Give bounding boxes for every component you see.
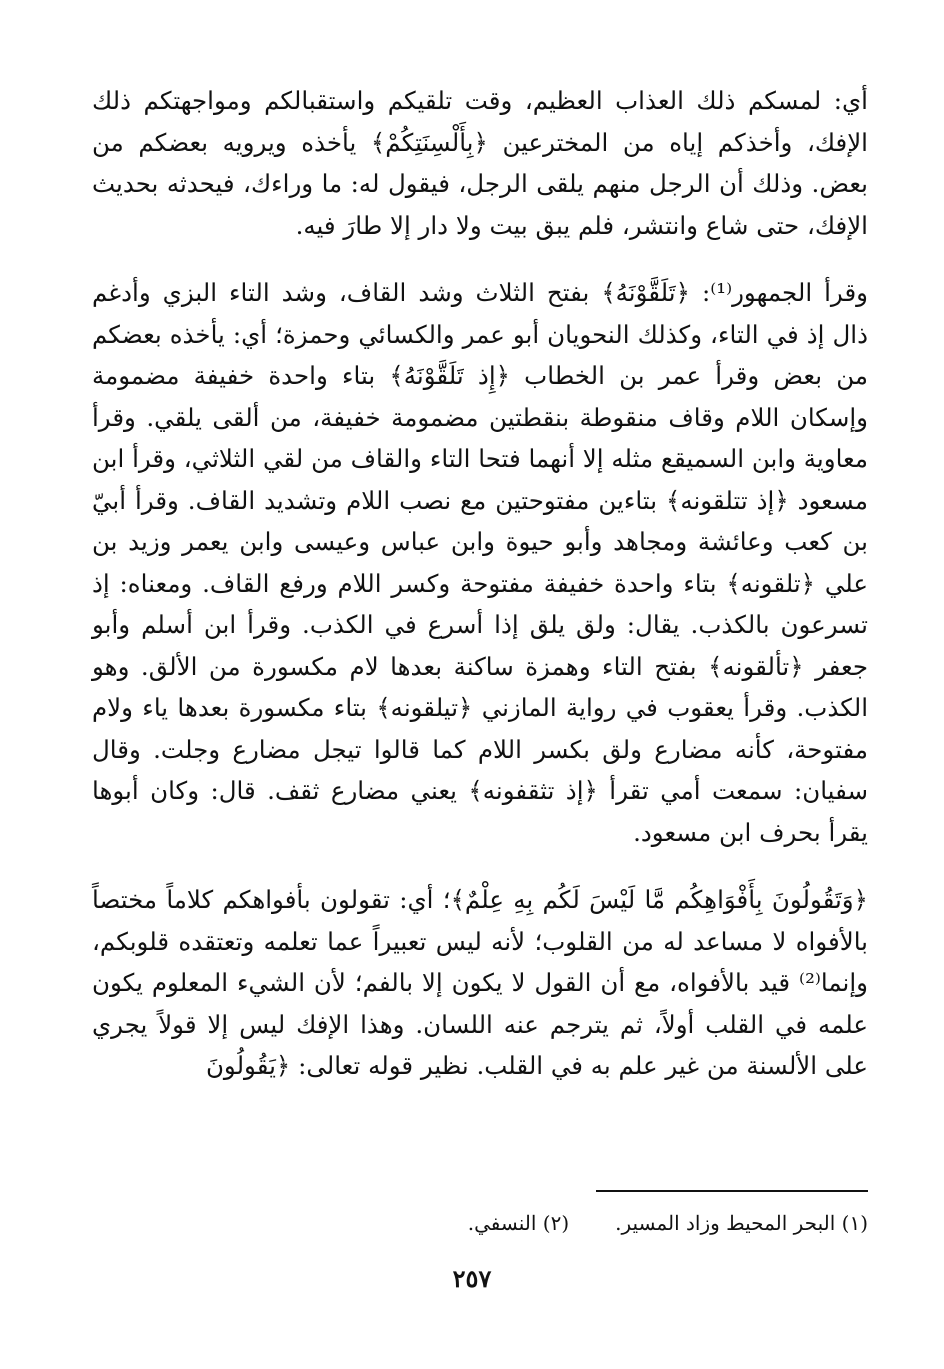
footnote-divider <box>596 1190 868 1192</box>
paragraph-2: وقرأ الجمهور⁽¹⁾: ﴿تَلَقَّوْنَهُ﴾ بفتح الثلاث وشد القاف، وشد التاء البزي وأدغم ذال إذ في التاء، وكذلك النحويان أبو عمر والكسائي وحمزة؛ أي: يأخذه بعضكم من بعض وقرأ عمر بن الخطاب ﴿إِذ تَلَقَّوْنَهُ﴾ بتاء واحدة خفيفة مضمومة وإسكان اللام وقاف منقوطة بنقطتين مضمومة خفيفة، من ألقى يلقي. وقرأ معاوية وابن السميقع مثله إلا أنهما فتحا التاء والقاف من لقي الثلاثي، وقرأ ابن مسعود ﴿إذ تتلقونه﴾ بتاءين مفتوحتين مع نصب اللام وتشديد القاف. وقرأ أبيّ بن كعب وعائشة ومجاهد وأبو حيوة وابن عباس وعيسى وابن يعمر وزيد بن علي ﴿تلقونه﴾ بتاء واحدة خفيفة مفتوحة وكسر اللام ورفع القاف. ومعناه: إذ تسرعون بالكذب. يقال: ولق يلق إذا أسرع في الكذب. وقرأ ابن أسلم وأبو جعفر ﴿تألقونه﴾ بفتح التاء وهمزة ساكنة بعدها لام مكسورة من الألق. وهو الكذب. وقرأ يعقوب في رواية المازني ﴿تيلقونه﴾ بتاء مكسورة بعدها ياء ولام مفتوحة، كأنه مضارع ولق بكسر اللام كما قالوا تيجل مضارع وجلت. وقال سفيان: سمعت أمي تقرأ ﴿إذ تثقفونه﴾ يعني مضارع ثقف. قال: وكان أبوها يقرأ بحرف ابن مسعود. <box>92 278 868 847</box>
footnote-2: (٢) النسفي. <box>467 1211 570 1235</box>
page-body <box>92 80 868 1087</box>
footnotes <box>268 1208 868 1238</box>
page-number: ٢٥٧ <box>452 1264 492 1293</box>
paragraph-3: ﴿وَتَقُولُونَ بِأَفْوَاهِكُم مَّا لَيْسَ لَكُم بِهِ عِلْمٌ﴾؛ أي: تقولون بأفواهكم كلاماً مختصاً بالأفواه لا مساعد له من القلوب؛ لأنه ليس تعبيراً عما تعلمه وتعتقده قلوبكم، وإنما⁽²⁾ قيد بالأفواه، مع أن القول لا يكون إلا بالفم؛ لأن الشيء المعلوم يكون علمه في القلب أولاً، ثم يترجم عنه اللسان. وهذا الإفك ليس إلا قولاً يجري على الألسنة من غير علم به في القلب. نظير قوله تعالى: ﴿يَقُولُونَ <box>92 885 868 1080</box>
footnote-1: (١) البحر المحيط وزاد المسير. <box>615 1211 868 1235</box>
paragraph-1: أي: لمسكم ذلك العذاب العظيم، وقت تلقيكم واستقبالكم ومواجهتكم ذلك الإفك، وأخذكم إياه من المخترعين ﴿بِأَلْسِنَتِكُمْ﴾ يأخذه ويرويه بعضكم من بعض. وذلك أن الرجل منهم يلقى الرجل، فيقول له: ما وراءك، فيحدثه بحديث الإفك، حتى شاع وانتشر، فلم يبق بيت ولا دار إلا طارَ فيه. <box>92 86 868 240</box>
